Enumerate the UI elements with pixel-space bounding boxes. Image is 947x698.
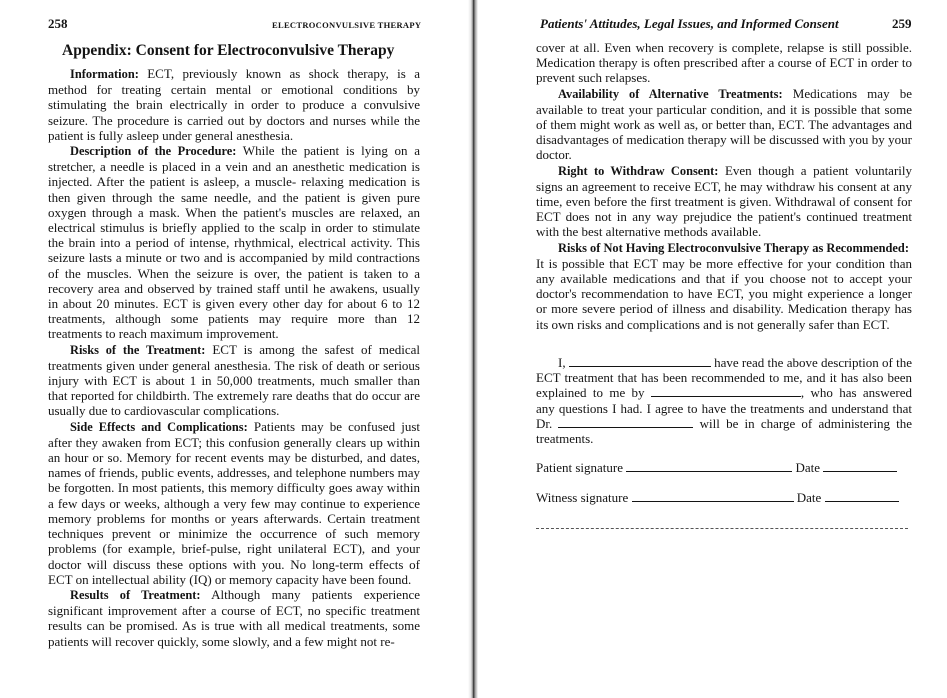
right-page [478,0,947,698]
paragraph-risks-not-having [536,240,912,256]
patient-signature-row [536,460,912,476]
left-page [0,0,468,698]
book-gutter [468,0,478,698]
paragraph-lead: Availability of Alternative Treatments: [558,86,783,101]
paragraph-text: ECT, previously known as shock therapy, is a method for treating certain mental or emotional conditions by stimulating the brain electrically in order to produce a convulsive seizure. The procedure is carried out by doctors and nurses while the patient is fully asleep under general anesthesia. [48,66,420,143]
consent-statement [536,355,912,446]
paragraph-lead: Information: [70,67,139,81]
paragraph-text: Although many patients experience significant improvement after a course of ECT, no specific treatment results can be promised. As is true with all medical treatments, some patients will recover quickly, some slowly, and a few might not re- [48,586,420,649]
explainer-name-blank[interactable] [651,386,801,397]
patient-date-field[interactable] [823,461,897,472]
paragraph-lead: Right to Withdraw Consent: [558,163,719,178]
left-body-text [48,66,420,649]
patient-signature-label: Patient signature [536,460,624,475]
consent-text-3: will be in charge of administering the treatments. [536,415,913,447]
right-body-text [536,40,912,332]
witness-signature-label: Witness signature [536,490,629,505]
date-label: Date [796,490,822,505]
paragraph-continuation: cover at all. Even when recovery is complete, relapse is still possible. Medication therapy is often prescribed after a course of ECT in order to prevent such relapses. [536,40,912,86]
appendix-title: Appendix: Consent for Electroconvulsive Therapy [62,42,395,59]
running-head: Patients' Attitudes, Legal Issues, and Informed Consent [540,16,839,31]
consent-i: I, [558,355,566,370]
paragraph-lead: Risks of the Treatment: [70,342,206,357]
witness-date-field[interactable] [825,491,899,502]
paragraph-text: ECT is among the safest of medical treatments given under general anesthesia. The risk of death or serious injury with ECT is about 1 in 50,000 treatments, much smaller than that reported for childbirth. The extremely rare deaths that do occur are usually due to cardiovascular complications. [48,341,420,419]
paragraph-information [48,66,420,143]
page-number: 259 [892,16,912,31]
paragraph-lead: Risks of Not Having Electroconvulsive Therapy as Recommended: [558,240,909,255]
patient-signature-field[interactable] [626,461,792,472]
witness-signature-row [536,490,912,506]
running-head: ELECTROCONVULSIVE THERAPY [272,20,422,30]
paragraph-risks-text: It is possible that ECT may be more effective for your condition than any available medications and that if you choose not to accept your doctor's recommendation to have ECT, you might experience a longer or more severe period of illness and disability. Medication therapy has its own risks and complications and is not generally safer than ECT. [536,255,912,332]
patient-name-blank[interactable] [569,356,711,367]
witness-signature-field[interactable] [632,491,794,502]
paragraph-risks [48,342,420,419]
paragraph-text: Even though a patient voluntarily signs an agreement to receive ECT, he may withdraw his consent at any time, even before the first treatment is given. Withdrawal of consent for ECT does not in any way prejudice the patient's continued treatment with the best alternative methods available. [536,162,913,240]
paragraph-text: Patients may be confused just after they awaken from ECT; this confusion generally clears up within an hour or so. Memory for recent events may be disturbed, and dates, names of friends, public events, addresses, and telephone numbers may be forgotten. In most patients, this memory difficulty goes away within a few days or weeks, although a very few may continue to experience memory problems for months or years afterwards. Certain treatment techniques prevent or minimize the occurrence of such memory problems (for example, brief-pulse, right unilateral ECT), and your doctor will discuss these options with you. No long-term effects of ECT on intellectual ability (IQ) or memory capacity have been found. [48,418,421,587]
cut-line [536,528,908,529]
paragraph-lead: Side Effects and Complications: [70,419,248,434]
consent-text-1: have read the above description of the ECT treatment that has been recommended to me, and it has also been explained to me by [536,355,913,401]
paragraph-text: While the patient is lying on a stretcher, a needle is placed in a vein and an anesthetic medication is injected. After the patient is asleep, a muscle- relaxing medication is then given through the same needle, and the patient is given pure oxygen through a mask. When the patient's muscles are relaxed, an electrical stimulus is briefly applied to the scalp in order to stimulate the brain into a period of intense, rhythmical, electrical activity. This seizure lasts a minute or two and is accompanied by mild contractions of the muscles. When the seizure is over, the patient is taken to a recovery area and observed by trained staff until he awakens, usually in about 20 minutes. ECT is given every other day for about 6 to 12 treatments, although some patients may require more than 12 treatments to reach maximum improvement. [48,143,420,342]
page-number: 258 [48,16,68,31]
paragraph-description [48,143,420,342]
paragraph-side-effects [48,419,420,587]
paragraph-results [48,587,420,649]
paragraph-withdraw [536,163,912,240]
paragraph-lead: Description of the Procedure: [70,144,237,159]
paragraph-alternatives [536,86,912,163]
paragraph-text: Medications may be available to treat your particular condition, and it is possible that some of them might work as well as, or better than, ECT. The advantages and disadvantages of medication therapy will be discussed with you by your doctor. [536,85,913,163]
paragraph-lead: Results of Treatment: [70,587,201,602]
date-label: Date [795,460,821,475]
doctor-name-blank[interactable] [558,417,693,428]
consent-text-2: , who has answered any questions I had. I agree to have the treatments and understand that Dr. [536,385,912,431]
